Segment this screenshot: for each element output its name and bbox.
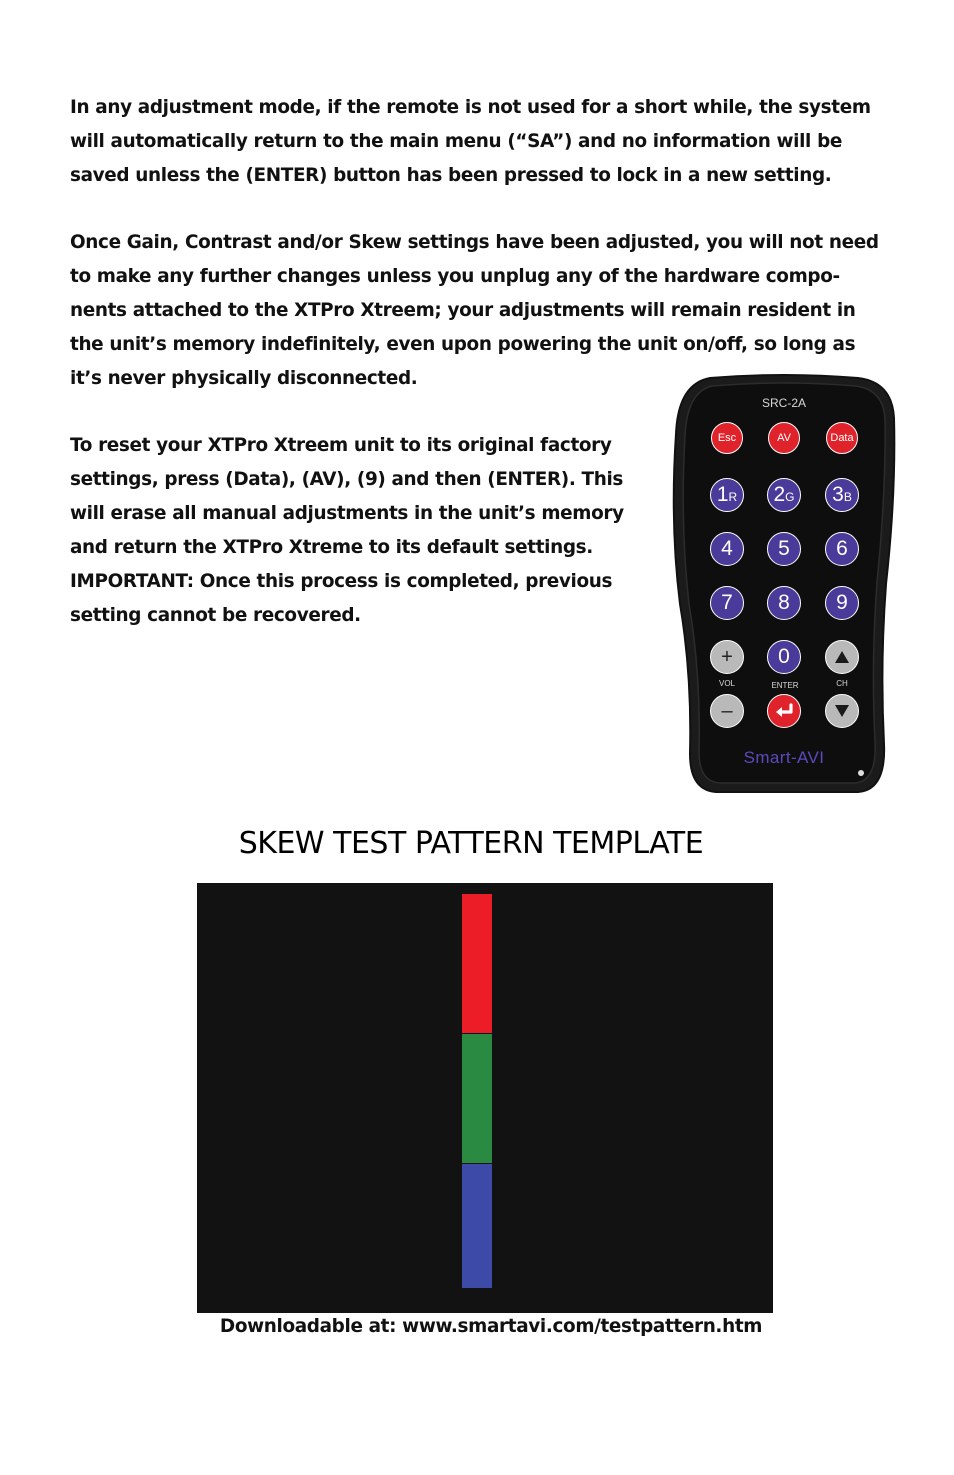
button-6[interactable]: 6	[825, 532, 859, 566]
text-line: it’s never physically disconnected.	[70, 368, 418, 389]
text-line: will erase all manual adjustments in the unit’s memory	[70, 503, 624, 524]
indicator-led	[858, 770, 864, 776]
button-3-b[interactable]	[825, 478, 859, 512]
text-line: to make any further changes unless you unplug any of the hardware compo-	[70, 266, 840, 287]
button-sub-label: R	[728, 490, 738, 504]
text-line: nents attached to the XTPro Xtreem; your adjustments will remain resident in	[70, 300, 856, 321]
text-line: In any adjustment mode, if the remote is not used for a short while, the system	[70, 97, 871, 118]
download-caption: Downloadable at: www.smartavi.com/testpattern.htm	[219, 1316, 763, 1337]
text-line: the unit’s memory indefinitely, even upon powering the unit on/off, so long as	[70, 334, 856, 355]
button-8[interactable]: 8	[767, 586, 801, 620]
enter-label: ENTER	[771, 681, 799, 690]
paragraph-timeout	[70, 91, 871, 193]
triangle-down-icon	[834, 704, 850, 718]
data-button[interactable]: Data	[826, 422, 858, 454]
button-number: 2	[773, 483, 786, 506]
text-line: saved unless the (ENTER) button has been pressed to lock in a new setting.	[70, 165, 832, 186]
text-line: To reset your XTPro Xtreem unit to its original factory	[70, 435, 612, 456]
volume-up-button[interactable]: +	[710, 640, 744, 674]
text-line: setting cannot be recovered.	[70, 605, 361, 626]
skew-test-pattern	[197, 883, 773, 1313]
smart-avi-logo: Smart-AVI	[743, 748, 825, 767]
button-2-g[interactable]	[767, 478, 801, 512]
esc-button[interactable]: Esc	[711, 422, 743, 454]
triangle-up-icon	[834, 650, 850, 664]
button-number: 1	[716, 483, 729, 506]
text-line: settings, press (Data), (AV), (9) and then (ENTER). This	[70, 469, 624, 490]
paragraph-factory-reset	[70, 429, 624, 633]
remote-model-label: SRC-2A	[761, 396, 806, 410]
button-5[interactable]: 5	[767, 532, 801, 566]
button-sub-label: B	[843, 490, 852, 504]
text-line: IMPORTANT: Once this process is completed, previous	[70, 571, 613, 592]
remote-control-illustration	[672, 374, 896, 794]
section-heading: SKEW TEST PATTERN TEMPLATE	[238, 826, 704, 861]
text-line: Once Gain, Contrast and/or Skew settings have been adjusted, you will not need	[70, 232, 879, 253]
vol-label: VOL	[718, 679, 735, 688]
button-7[interactable]: 7	[710, 586, 744, 620]
text-line: will automatically return to the main menu (“SA”) and no information will be	[70, 131, 843, 152]
av-button[interactable]: AV	[768, 422, 800, 454]
button-number: 3	[832, 483, 844, 506]
paragraph-settings-persist	[70, 226, 879, 396]
volume-down-button[interactable]: –	[710, 694, 744, 728]
button-4[interactable]: 4	[710, 532, 744, 566]
button-1-r[interactable]	[710, 478, 744, 512]
ch-label: CH	[836, 679, 848, 688]
button-0[interactable]: 0	[767, 640, 801, 674]
enter-button[interactable]	[767, 694, 801, 728]
return-arrow-icon	[773, 703, 795, 719]
text-line: and return the XTPro Xtreme to its default settings.	[70, 537, 593, 558]
red-bar	[462, 894, 492, 1033]
channel-down-button[interactable]	[825, 694, 859, 728]
blue-bar	[462, 1164, 492, 1288]
channel-up-button[interactable]	[825, 640, 859, 674]
button-sub-label: G	[785, 490, 795, 504]
green-bar	[462, 1034, 492, 1163]
button-9[interactable]: 9	[825, 586, 859, 620]
